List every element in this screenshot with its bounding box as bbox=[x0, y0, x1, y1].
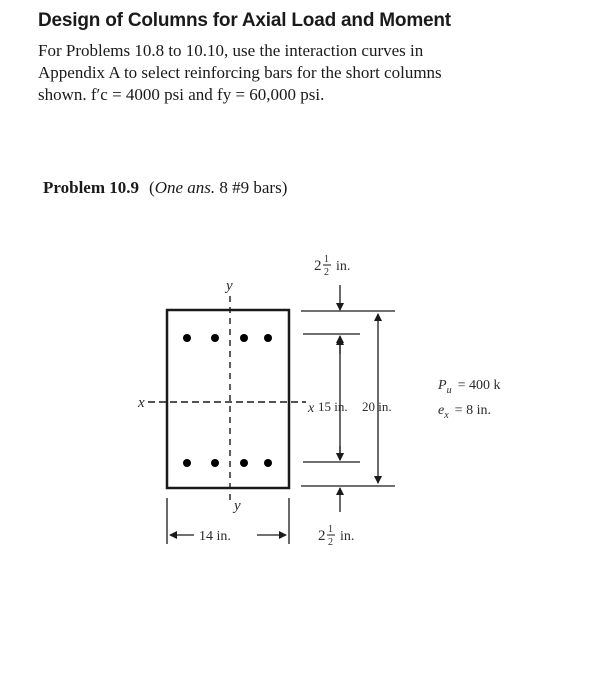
eccentricity-label bbox=[438, 403, 491, 421]
inner-dimension-label: 15 in. bbox=[318, 399, 348, 414]
section-heading: Design of Columns for Axial Load and Moment bbox=[38, 10, 451, 31]
ex-value: = 8 in. bbox=[454, 403, 491, 418]
intro-line: For Problems 10.8 to 10.10, use the interaction curves in bbox=[38, 41, 424, 60]
axial-load-label bbox=[437, 378, 500, 396]
width-dimension-label: 14 in. bbox=[199, 529, 231, 544]
problem-answer: (One ans. 8 #9 bars) bbox=[149, 178, 288, 197]
bottom-cover-denominator: 2 bbox=[328, 537, 333, 548]
top-cover-unit: in. bbox=[336, 259, 351, 274]
bottom-cover-whole: 2 bbox=[318, 528, 326, 544]
rebar bbox=[211, 334, 219, 342]
y-axis-label-top: y bbox=[226, 278, 233, 294]
intro-line: Appendix A to select reinforcing bars for the short columns bbox=[38, 63, 442, 82]
top-cover-denominator: 2 bbox=[324, 267, 329, 278]
top-cover-numerator: 1 bbox=[324, 254, 329, 265]
x-axis-label-right: x bbox=[308, 401, 315, 416]
top-cover-whole: 2 bbox=[314, 258, 322, 274]
rebar bbox=[264, 334, 272, 342]
ex-subscript: x bbox=[444, 410, 449, 421]
rebar bbox=[240, 334, 248, 342]
bottom-cover-numerator: 1 bbox=[328, 524, 333, 535]
rebar bbox=[240, 459, 248, 467]
pu-value: = 400 k bbox=[457, 378, 501, 393]
pu-subscript: u bbox=[446, 385, 452, 396]
intro-line: shown. f′c = 4000 psi and fy = 60,000 psi. bbox=[38, 85, 325, 104]
answer-prefix: One ans. bbox=[154, 178, 216, 197]
rebar bbox=[211, 459, 219, 467]
outer-dimension-label: 20 in. bbox=[362, 399, 392, 414]
bottom-cover-unit: in. bbox=[340, 529, 355, 544]
problem-number: Problem 10.9 bbox=[43, 178, 140, 197]
rebar bbox=[183, 459, 191, 467]
ex-symbol: e bbox=[438, 403, 445, 418]
rebar bbox=[183, 334, 191, 342]
pu-symbol: P bbox=[438, 378, 447, 393]
x-axis-label-left: x bbox=[138, 395, 145, 411]
y-axis-label-bottom: y bbox=[234, 498, 241, 514]
answer-value: 8 #9 bars bbox=[219, 178, 282, 197]
rebar bbox=[264, 459, 272, 467]
